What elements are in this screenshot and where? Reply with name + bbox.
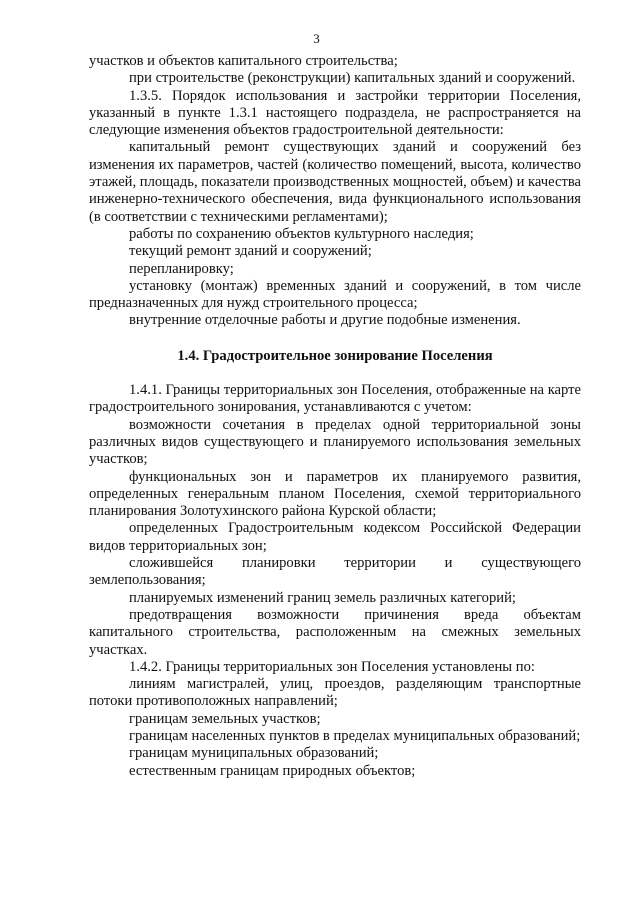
paragraph: границам населенных пунктов в пределах муниципальных образований; xyxy=(129,727,581,744)
paragraph: участков и объектов капитального строительства; xyxy=(89,53,398,69)
paragraph: границам муниципальных образований; xyxy=(129,745,379,762)
page-number: 3 xyxy=(313,31,320,46)
paragraph: текущий ремонт зданий и сооружений; xyxy=(129,243,372,260)
paragraph: сложившейся планировки территории и существующего землепользования; xyxy=(89,555,581,589)
paragraph: определенных Градостроительным кодексом Российской Федерации видов территориальных зон; xyxy=(89,520,581,554)
paragraph: естественным границам природных объектов; xyxy=(129,762,416,779)
paragraph: перепланировку; xyxy=(129,260,234,277)
paragraph: 1.3.5. Порядок использования и застройки территории Поселения, указанный в пункте 1.3.1 настоящего подраздела, не распространяется на следующие изменения объектов градостроительной деятельности: xyxy=(89,87,581,139)
section-heading: 1.4. Градостроительное зонирование Поселения xyxy=(177,347,493,364)
paragraph: функциональных зон и параметров их планируемого развития, определенных генеральным планом Поселения, схемой территориального планирования Золотухинского района Курской области; xyxy=(89,468,581,520)
paragraph: границам земельных участков; xyxy=(129,710,321,727)
paragraph: предотвращения возможности причинения вреда объектам капитального строительства, расположенным на смежных земельных участках. xyxy=(89,606,581,658)
paragraph: планируемых изменений границ земель различных категорий; xyxy=(129,589,516,606)
paragraph: 1.4.2. Границы территориальных зон Поселения установлены по: xyxy=(129,658,535,675)
paragraph: установку (монтаж) временных зданий и сооружений, в том числе предназначенных для нужд строительного процесса; xyxy=(89,277,581,312)
paragraph: внутренние отделочные работы и другие подобные изменения. xyxy=(129,312,521,329)
paragraph: при строительстве (реконструкции) капитальных зданий и сооружений. xyxy=(129,70,576,87)
paragraph: 1.4.1. Границы территориальных зон Поселения, отображенные на карте градостроительного зонирования, устанавливаются с учетом: xyxy=(89,382,581,416)
paragraph: работы по сохранению объектов культурного наследия; xyxy=(129,225,474,242)
paragraph: возможности сочетания в пределах одной территориальной зоны различных видов существующего и планируемого использования земельных участков; xyxy=(89,416,581,468)
paragraph: линиям магистралей, улиц, проездов, разделяющим транспортные потоки противоположных направлений; xyxy=(89,676,581,710)
paragraph: капитальный ремонт существующих зданий и сооружений без изменения их параметров, частей (количество помещений, высота, количество этажей, площадь, показатели производственных мощностей, объем) и качества инженерно-технического обеспечения, вида функционального использования (в соответствии с техническими регламентами); xyxy=(89,139,581,225)
document-body xyxy=(89,53,581,780)
